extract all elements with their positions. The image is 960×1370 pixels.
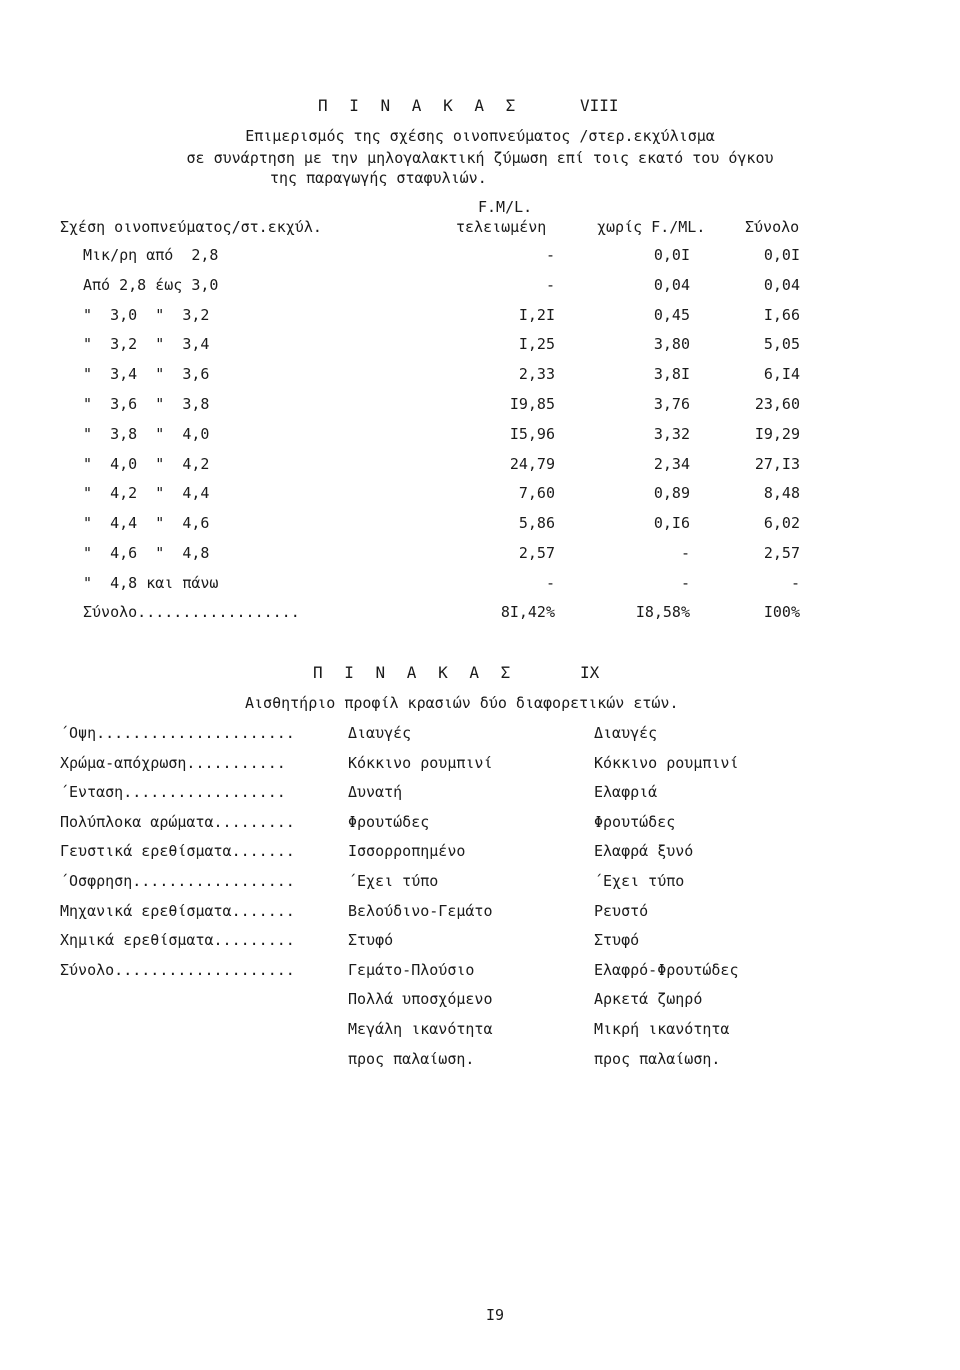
table-viii-header-fm: F.M/L. [478, 198, 533, 216]
year-2-value: Ελαφριά [594, 783, 658, 801]
table-row [0, 276, 960, 296]
table-viii-caption-line-2: σε συνάρτηση με την μηλογαλακτική ζύμωση επί τοις εκατό του όγκου [186, 149, 774, 167]
header-total: Σύνολο [745, 218, 800, 236]
table-viii-title: Π Ι Ν Α Κ Α Σ [318, 96, 522, 115]
list-item [0, 1050, 960, 1070]
row-fm: 2,57 [518, 544, 555, 562]
row-no-fm: 0,45 [653, 306, 690, 324]
list-item [0, 902, 960, 922]
year-1-value: προς παλαίωση. [348, 1050, 475, 1068]
list-item [0, 783, 960, 803]
total-no-fm: Ι8,58% [635, 603, 690, 621]
year-2-value: Μικρή ικανότητα [594, 1020, 730, 1038]
row-no-fm: 3,80 [653, 335, 690, 353]
attribute-label: ΄Οψη...................... [60, 724, 295, 742]
year-1-value: ΄Εχει τύπο [348, 872, 439, 890]
list-item [0, 931, 960, 951]
row-label: Από 2,8 έως 3,0 [83, 276, 219, 294]
attribute-label: ΄Οσφρηση.................. [60, 872, 295, 890]
year-1-value: Στυφό [348, 931, 394, 949]
row-fm: - [545, 246, 555, 264]
table-viii-caption-line-3: της παραγωγής σταφυλιών. [270, 169, 487, 187]
table-row [0, 544, 960, 564]
table-viii-number: VIII [580, 96, 619, 115]
row-no-fm: 0,0Ι [653, 246, 690, 264]
table-row [0, 395, 960, 415]
row-fm: Ι5,96 [509, 425, 555, 443]
row-label: " 4,6 " 4,8 [83, 544, 210, 562]
list-item [0, 813, 960, 833]
year-1-value: Βελούδινο-Γεμάτο [348, 902, 493, 920]
row-total: 6,02 [763, 514, 800, 532]
year-2-value: Ελαφρό-Φρουτώδες [594, 961, 739, 979]
header-ratio: Σχέση οινοπνεύματος/στ.εκχύλ. [60, 218, 322, 236]
year-2-value: Ελαφρά ξυνό [594, 842, 694, 860]
attribute-label: Γευστικά ερεθίσματα....... [60, 842, 295, 860]
year-1-value: Ισσορροπημένο [348, 842, 466, 860]
attribute-label: Σύνολο.................... [60, 961, 295, 979]
row-label: " 4,0 " 4,2 [83, 455, 210, 473]
row-fm: 24,79 [509, 455, 555, 473]
table-viii-caption-line-1: Επιμερισμός της σχέσης οινοπνεύματος /στερ.εκχύλισμα [245, 127, 715, 145]
table-ix-caption: Αισθητήριο προφίλ κρασιών δύο διαφορετικών ετών. [245, 694, 679, 712]
year-2-value: Ρευστό [594, 902, 649, 920]
row-label: " 4,8 και πάνω [83, 574, 219, 592]
row-no-fm: 0,Ι6 [653, 514, 690, 532]
row-no-fm: 0,04 [653, 276, 690, 294]
row-no-fm: 3,76 [653, 395, 690, 413]
row-no-fm: 3,32 [653, 425, 690, 443]
row-total: Ι9,29 [754, 425, 800, 443]
table-row [0, 574, 960, 594]
year-1-value: Γεμάτο-Πλούσιο [348, 961, 475, 979]
row-label: " 3,2 " 3,4 [83, 335, 210, 353]
total-fm: 8Ι,42% [500, 603, 555, 621]
row-fm: Ι,25 [518, 335, 555, 353]
table-viii-header-row [0, 218, 960, 238]
header-without-fm: χωρίς F./ML. [597, 218, 706, 236]
list-item [0, 872, 960, 892]
year-2-value: προς παλαίωση. [594, 1050, 721, 1068]
row-label: Μικ/ρη από 2,8 [83, 246, 219, 264]
row-total: 2,57 [763, 544, 800, 562]
row-total: 0,04 [763, 276, 800, 294]
row-fm: Ι,2Ι [518, 306, 555, 324]
row-fm: 2,33 [518, 365, 555, 383]
row-label: " 3,4 " 3,6 [83, 365, 210, 383]
year-2-value: Στυφό [594, 931, 640, 949]
attribute-label: Πολύπλοκα αρώματα......... [60, 813, 295, 831]
row-total: 8,48 [763, 484, 800, 502]
year-2-value: Διαυγές [594, 724, 658, 742]
table-viii-total-row [0, 603, 960, 623]
row-fm: - [545, 574, 555, 592]
row-no-fm: 0,89 [653, 484, 690, 502]
year-2-value: Αρκετά ζωηρό [594, 990, 703, 1008]
row-total: 23,60 [754, 395, 800, 413]
table-ix-number: ΙΧ [580, 663, 600, 682]
row-label: " 3,6 " 3,8 [83, 395, 210, 413]
year-2-value: Φρουτώδες [594, 813, 676, 831]
table-row [0, 335, 960, 355]
row-total: 6,Ι4 [763, 365, 800, 383]
table-row [0, 455, 960, 475]
row-total: Ι,66 [763, 306, 800, 324]
attribute-label: ΄Ενταση.................. [60, 783, 286, 801]
table-row [0, 484, 960, 504]
row-no-fm: 2,34 [653, 455, 690, 473]
header-finished: τελειωμένη [456, 218, 547, 236]
row-fm: Ι9,85 [509, 395, 555, 413]
list-item [0, 754, 960, 774]
total-label: Σύνολο.................. [83, 603, 300, 621]
row-total: - [790, 574, 800, 592]
row-total: 5,05 [763, 335, 800, 353]
year-1-value: Μεγάλη ικανότητα [348, 1020, 493, 1038]
row-label: " 4,2 " 4,4 [83, 484, 210, 502]
row-no-fm: 3,8Ι [653, 365, 690, 383]
row-no-fm: - [680, 544, 690, 562]
row-no-fm: - [680, 574, 690, 592]
attribute-label: Μηχανικά ερεθίσματα....... [60, 902, 295, 920]
attribute-label: Χρώμα-απόχρωση........... [60, 754, 286, 772]
year-2-value: Κόκκινο ρουμπινί [594, 754, 739, 772]
list-item [0, 842, 960, 862]
table-row [0, 365, 960, 385]
year-1-value: Δυνατή [348, 783, 403, 801]
row-fm: - [545, 276, 555, 294]
row-label: " 3,8 " 4,0 [83, 425, 210, 443]
row-label: " 3,0 " 3,2 [83, 306, 210, 324]
list-item [0, 961, 960, 981]
year-1-value: Διαυγές [348, 724, 412, 742]
year-2-value: ΄Εχει τύπο [594, 872, 685, 890]
year-1-value: Πολλά υποσχόμενο [348, 990, 493, 1008]
year-1-value: Κόκκινο ρουμπινί [348, 754, 493, 772]
table-row [0, 514, 960, 534]
row-fm: 5,86 [518, 514, 555, 532]
total-total: Ι00% [763, 603, 800, 621]
row-total: 0,0Ι [763, 246, 800, 264]
table-row [0, 306, 960, 326]
table-row [0, 246, 960, 266]
list-item [0, 1020, 960, 1040]
table-ix-title: Π Ι Ν Α Κ Α Σ [313, 663, 517, 682]
year-1-value: Φρουτώδες [348, 813, 430, 831]
list-item [0, 990, 960, 1010]
attribute-label: Χημικά ερεθίσματα......... [60, 931, 295, 949]
page-number: Ι9 [486, 1306, 505, 1324]
list-item [0, 724, 960, 744]
table-row [0, 425, 960, 445]
row-fm: 7,60 [518, 484, 555, 502]
row-total: 27,Ι3 [754, 455, 800, 473]
row-label: " 4,4 " 4,6 [83, 514, 210, 532]
